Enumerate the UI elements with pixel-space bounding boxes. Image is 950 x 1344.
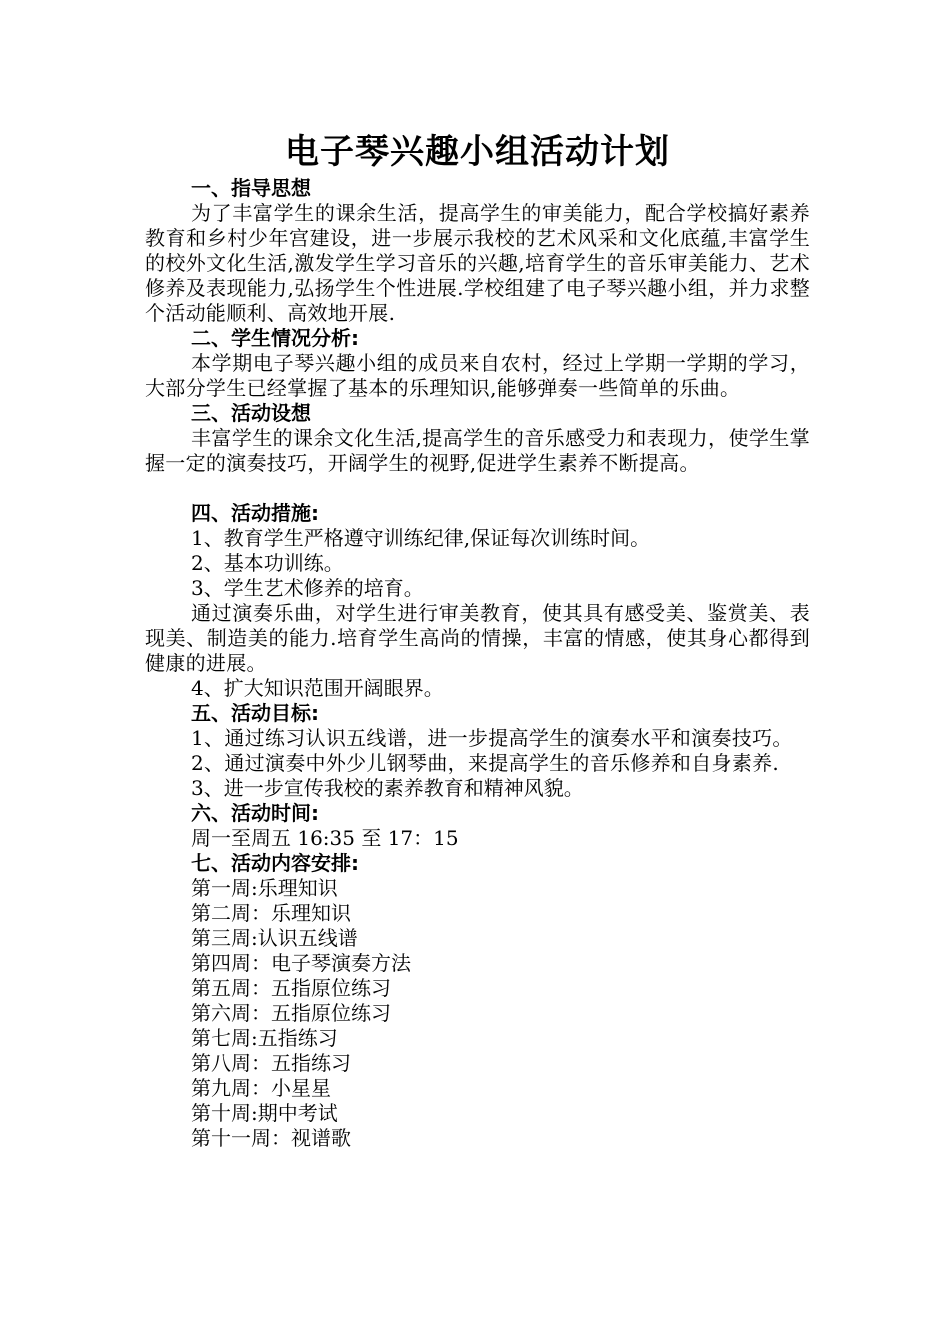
heading-activity-time: 六、活动时间: bbox=[191, 801, 319, 825]
week-item: 第十周:期中考试 bbox=[191, 1101, 338, 1125]
heading-activity-goals: 五、活动目标: bbox=[191, 701, 319, 725]
week-item: 第三周:认识五线谱 bbox=[191, 926, 358, 950]
activity-concept-paragraph: 丰富学生的课余文化生活,提高学生的音乐感受力和表现力，使学生掌握一定的演奏技巧，开阔学生的视野,促进学生素养不断提高。 bbox=[145, 426, 810, 475]
measure-paragraph: 通过演奏乐曲，对学生进行审美教育，使其具有感受美、鉴赏美、表现美、制造美的能力.培育学生高尚的情操，丰富的情感，使其身心都得到健康的进展。 bbox=[145, 601, 810, 675]
goal-item: 1、通过练习认识五线谱，进一步提高学生的演奏水平和演奏技巧。 bbox=[191, 726, 793, 750]
week-item: 第十一周：视谱歌 bbox=[191, 1126, 351, 1150]
document-title: 电子琴兴趣小组活动计划 bbox=[285, 132, 670, 172]
week-item: 第五周：五指原位练习 bbox=[191, 976, 391, 1000]
heading-activity-measures: 四、活动措施: bbox=[191, 501, 319, 525]
week-item: 第四周：电子琴演奏方法 bbox=[191, 951, 411, 975]
guiding-thought-paragraph: 为了丰富学生的课余生活，提高学生的审美能力，配合学校搞好素养教育和乡村少年宫建设，进一步展示我校的艺术风采和文化底蕴,丰富学生的校外文化生活,激发学生学习音乐的兴趣,培育学生的音乐审美能力、艺术修养及表现能力,弘扬学生个性进展.学校组建了电子琴兴趣小组，并力求整个活动能顺利、高效地开展. bbox=[145, 201, 810, 325]
blank-line bbox=[145, 476, 810, 501]
measure-item: 1、教育学生严格遵守训练纪律,保证每次训练时间。 bbox=[191, 526, 651, 550]
measure-item: 4、扩大知识范围开阔眼界。 bbox=[191, 676, 444, 700]
measure-item: 2、基本功训练。 bbox=[191, 551, 344, 575]
measure-item: 3、学生艺术修养的培育。 bbox=[191, 576, 424, 600]
week-item: 第二周：乐理知识 bbox=[191, 901, 351, 925]
week-item: 第八周：五指练习 bbox=[191, 1051, 351, 1075]
heading-student-analysis: 二、学生情况分析: bbox=[191, 326, 359, 350]
week-item: 第九周：小星星 bbox=[191, 1076, 331, 1100]
goal-item: 2、通过演奏中外少儿钢琴曲，来提高学生的音乐修养和自身素养. bbox=[191, 751, 780, 775]
week-item: 第六周：五指原位练习 bbox=[191, 1001, 391, 1025]
document-body bbox=[145, 130, 810, 1151]
heading-activity-concept: 三、活动设想 bbox=[191, 401, 311, 425]
week-item: 第七周:五指练习 bbox=[191, 1026, 338, 1050]
goal-item: 3、进一步宣传我校的素养教育和精神风貌。 bbox=[191, 776, 584, 800]
student-analysis-paragraph: 本学期电子琴兴趣小组的成员来自农村，经过上学期一学期的学习，大部分学生已经掌握了基本的乐理知识,能够弹奏一些简单的乐曲。 bbox=[145, 351, 810, 400]
heading-guiding-thought: 一、指导思想 bbox=[191, 176, 311, 200]
heading-activity-schedule: 七、活动内容安排: bbox=[191, 851, 359, 875]
week-item: 第一周:乐理知识 bbox=[191, 876, 338, 900]
activity-time-text: 周一至周五 16:35 至 17：15 bbox=[191, 826, 459, 850]
